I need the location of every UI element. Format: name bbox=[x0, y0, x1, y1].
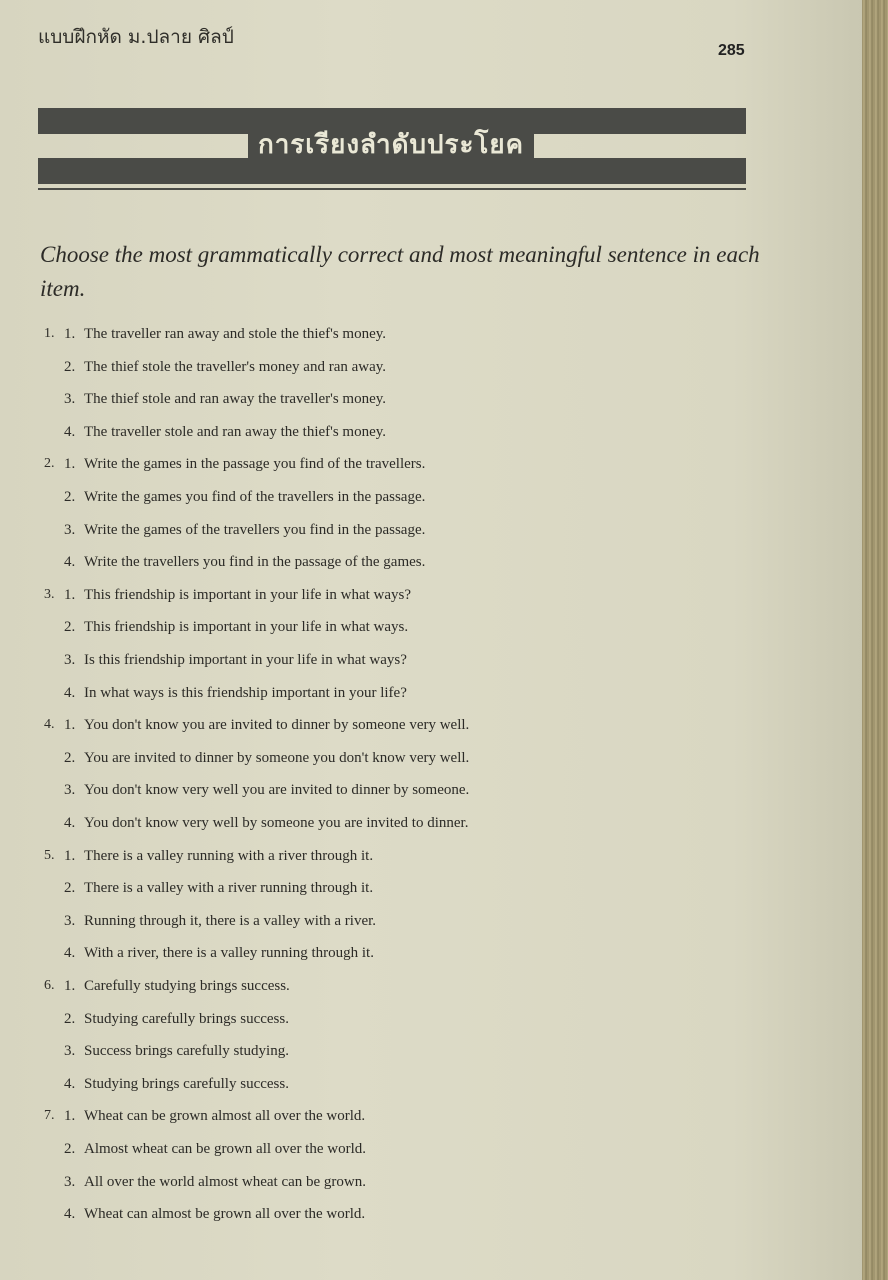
answer-option bbox=[64, 1108, 365, 1125]
answer-option bbox=[64, 489, 425, 506]
option-text: Write the travellers you find in the passage of the games. bbox=[84, 554, 426, 571]
option-number: 4. bbox=[64, 423, 76, 440]
option-number: 2. bbox=[64, 749, 76, 766]
option-number: 4. bbox=[64, 684, 76, 701]
option-text: The traveller ran away and stole the thief's money. bbox=[84, 326, 387, 342]
option-number: 2. bbox=[64, 489, 76, 505]
question-number: 7. bbox=[44, 1108, 55, 1124]
answer-option bbox=[64, 456, 425, 473]
option-text: Studying carefully brings success. bbox=[84, 1010, 289, 1027]
answer-option bbox=[64, 522, 425, 539]
option-number: 1. bbox=[64, 978, 76, 994]
answer-option bbox=[64, 880, 373, 897]
option-number: 4. bbox=[64, 1075, 76, 1092]
option-number: 1. bbox=[64, 1108, 76, 1125]
answer-option bbox=[64, 750, 469, 767]
option-number: 4. bbox=[64, 1206, 76, 1223]
option-number: 3. bbox=[64, 521, 76, 538]
option-text: You are invited to dinner by someone you don't know very well. bbox=[84, 749, 470, 766]
question-number: 6. bbox=[44, 978, 55, 993]
section-banner bbox=[38, 100, 746, 190]
option-number: 4. bbox=[64, 554, 76, 571]
option-text: This friendship is important in your life in what ways. bbox=[84, 619, 409, 636]
option-text: You don't know very well you are invited to dinner by someone. bbox=[84, 782, 470, 799]
option-text: The thief stole and ran away the traveller's money. bbox=[84, 391, 387, 408]
answer-option bbox=[64, 913, 376, 930]
option-text: Carefully studying brings success. bbox=[84, 978, 290, 994]
question-number: 5. bbox=[44, 847, 55, 863]
option-text: There is a valley running with a river through it. bbox=[84, 847, 374, 864]
answer-option bbox=[64, 424, 386, 441]
running-head: แบบฝึกหัด ม.ปลาย ศิลป์ bbox=[38, 26, 234, 48]
option-number: 1. bbox=[64, 456, 76, 473]
answer-option bbox=[64, 587, 411, 604]
answer-option bbox=[64, 1043, 289, 1060]
answer-option bbox=[64, 359, 386, 376]
answer-option bbox=[64, 619, 408, 636]
option-text: You don't know you are invited to dinner by someone very well. bbox=[84, 717, 470, 734]
answer-option bbox=[64, 1141, 366, 1158]
option-number: 1. bbox=[64, 326, 76, 342]
answer-option bbox=[64, 848, 373, 865]
option-number: 1. bbox=[64, 586, 76, 603]
option-text: Success brings carefully studying. bbox=[84, 1043, 289, 1060]
option-text: Running through it, there is a valley with a river. bbox=[84, 912, 377, 929]
option-text: Almost wheat can be grown all over the world. bbox=[84, 1141, 367, 1157]
option-text: In what ways is this friendship important in your life? bbox=[84, 684, 407, 701]
option-text: The thief stole the traveller's money and ran away. bbox=[84, 358, 387, 375]
section-title: การเรียงลำดับประโยค bbox=[257, 129, 525, 160]
answer-option bbox=[64, 717, 469, 734]
option-number: 2. bbox=[64, 880, 76, 897]
question-number: 4. bbox=[44, 717, 55, 733]
option-text: Studying brings carefully success. bbox=[84, 1075, 289, 1092]
option-text: The traveller stole and ran away the thief's money. bbox=[84, 423, 387, 440]
option-text: All over the world almost wheat can be grown. bbox=[84, 1173, 367, 1190]
answer-option bbox=[64, 815, 468, 832]
option-text: There is a valley with a river running through it. bbox=[84, 880, 374, 897]
answer-option bbox=[64, 326, 386, 343]
option-number: 2. bbox=[64, 1010, 76, 1027]
option-number: 3. bbox=[64, 1173, 76, 1190]
option-text: This friendship is important in your life in what ways? bbox=[84, 586, 412, 603]
option-number: 3. bbox=[64, 652, 76, 668]
option-number: 3. bbox=[64, 912, 76, 929]
option-text: Write the games you find of the travellers in the passage. bbox=[84, 489, 426, 505]
option-number: 3. bbox=[64, 391, 76, 408]
option-text: You don't know very well by someone you are invited to dinner. bbox=[84, 815, 469, 831]
answer-option bbox=[64, 554, 425, 571]
option-number: 2. bbox=[64, 358, 76, 375]
answer-option bbox=[64, 1174, 366, 1191]
answer-option bbox=[64, 685, 407, 702]
answer-option bbox=[64, 978, 290, 995]
answer-option bbox=[64, 1076, 289, 1093]
answer-option bbox=[64, 1206, 365, 1223]
page-number: 285 bbox=[718, 42, 745, 59]
option-number: 1. bbox=[64, 847, 76, 864]
option-text: Wheat can be grown almost all over the world. bbox=[84, 1108, 366, 1125]
option-number: 2. bbox=[64, 1141, 76, 1157]
option-number: 3. bbox=[64, 1043, 76, 1060]
question-number: 2. bbox=[44, 456, 55, 472]
answer-option bbox=[64, 652, 407, 669]
question-number: 1. bbox=[44, 326, 55, 341]
question-number: 3. bbox=[44, 586, 55, 602]
option-number: 2. bbox=[64, 619, 76, 636]
banner-title-box bbox=[248, 114, 534, 174]
option-text: Is this friendship important in your life in what ways? bbox=[84, 652, 407, 668]
option-text: Write the games in the passage you find of the travellers. bbox=[84, 456, 426, 473]
option-number: 1. bbox=[64, 717, 76, 734]
option-number: 4. bbox=[64, 945, 76, 962]
option-number: 4. bbox=[64, 815, 76, 831]
book-spine bbox=[862, 0, 888, 1280]
option-text: Write the games of the travellers you find in the passage. bbox=[84, 521, 426, 538]
answer-option bbox=[64, 391, 386, 408]
instruction-text: Choose the most grammatically correct and most meaningful sentence in each item. bbox=[40, 242, 760, 301]
option-text: Wheat can almost be grown all over the world. bbox=[84, 1206, 366, 1223]
option-number: 3. bbox=[64, 782, 76, 799]
answer-option bbox=[64, 945, 374, 962]
banner-rule bbox=[38, 188, 746, 190]
option-text: With a river, there is a valley running through it. bbox=[84, 945, 374, 962]
answer-option bbox=[64, 1011, 289, 1028]
answer-option bbox=[64, 782, 469, 799]
